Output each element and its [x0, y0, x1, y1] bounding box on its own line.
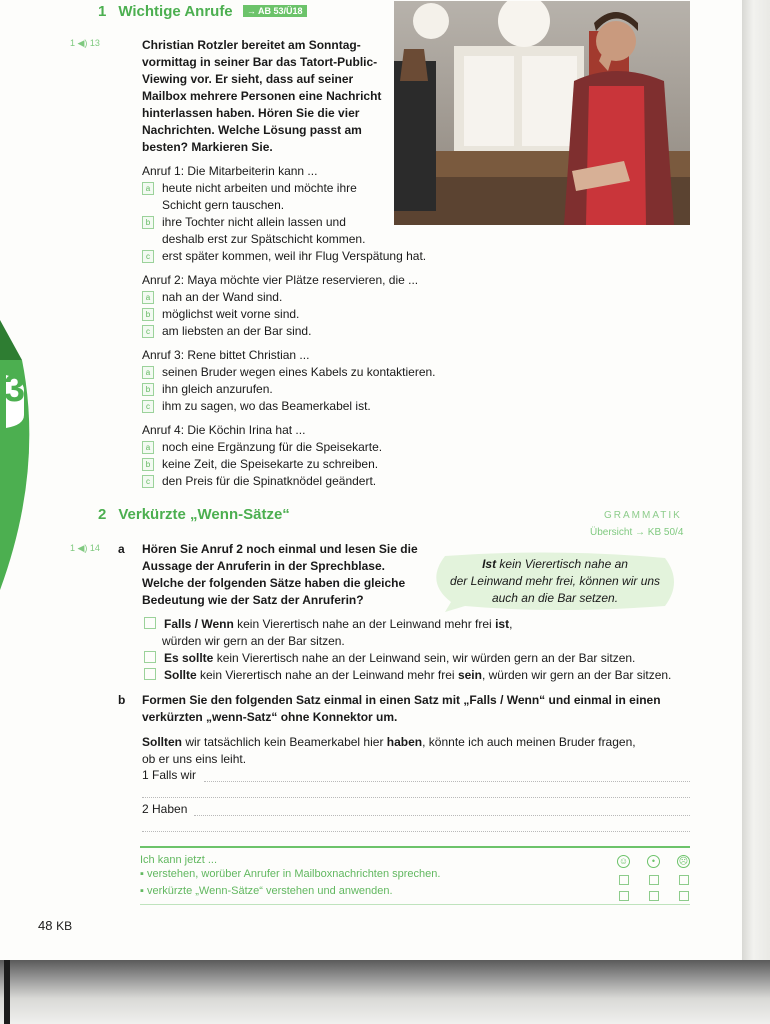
sentence-line-1 [142, 734, 702, 751]
instruction-line: hinterlassen haben. Hören Sie die vier [142, 106, 360, 120]
section-1-heading [98, 3, 307, 20]
section-1-title: Wichtige Anrufe [118, 3, 233, 20]
option-bold: sein [457, 668, 482, 682]
answer-checkbox[interactable]: b [142, 308, 154, 321]
can-do-item-2: ▪ verkürzte „Wenn-Sätze“ verstehen und anwenden. [140, 885, 393, 897]
chapter-number: 3 [4, 368, 26, 410]
section-2-number: 2 [98, 506, 107, 523]
call-text: Maya möchte vier Plätze reservieren, die ... [187, 273, 419, 287]
section-1-number: 1 [98, 3, 107, 20]
self-assess-checkbox[interactable] [619, 891, 629, 901]
part-b-letter: b [118, 693, 126, 707]
answer-checkbox[interactable] [144, 651, 156, 663]
instruction-line: verkürzten „wenn-Satz“ ohne Konnektor um. [142, 710, 398, 724]
part-a-option-2[interactable] [144, 650, 704, 667]
chapter-tab-marker [0, 320, 52, 590]
call-label: Anruf 3: [142, 348, 185, 362]
answer-checkbox[interactable]: a [142, 182, 154, 195]
answer-checkbox[interactable] [144, 617, 156, 629]
self-assess-checkbox[interactable] [649, 875, 659, 885]
option-line: deshalb erst zur Spätschicht kommen. [162, 232, 366, 246]
call-1-option-c[interactable] [142, 248, 482, 265]
instruction-line: besten? Markieren Sie. [142, 140, 273, 154]
sentence-text: , könnte ich auch meinen Bruder fragen, [422, 735, 636, 749]
self-assess-checkbox[interactable] [649, 891, 659, 901]
book-spine-shadow [742, 0, 770, 960]
self-assess-checkbox[interactable] [619, 875, 629, 885]
sentence-bold: haben [386, 735, 423, 749]
call-3-option-a[interactable] [142, 364, 462, 381]
instruction-line: vormittag in seiner Bar das Tatort-Public- [142, 55, 378, 69]
option-bold: Falls / Wenn [164, 617, 234, 631]
sentence-line-2: ob er uns eins leiht. [142, 752, 247, 766]
answer-checkbox[interactable]: a [142, 291, 154, 304]
call-4-option-b[interactable] [142, 456, 462, 473]
bubble-bold-word: Ist [482, 557, 497, 571]
option-line: möglichst weit vorne sind. [162, 307, 300, 321]
audio-track-13: 1 ◀) 13 [70, 38, 100, 48]
answer-checkbox[interactable]: a [142, 366, 154, 379]
sentence-text: wir tatsächlich kein Beamerkabel hier [182, 735, 387, 749]
neutral-face-icon: • [647, 855, 660, 868]
workbook-reference-badge: → AB 53/Ü18 [243, 5, 307, 17]
answer-checkbox[interactable]: c [142, 400, 154, 413]
answer-item-2: 2 Haben [142, 802, 188, 816]
can-do-bottom-rule [140, 904, 690, 905]
grammar-label: GRAMMATIK [604, 510, 682, 521]
call-3-option-c[interactable] [142, 398, 462, 415]
option-bold: ist [495, 617, 510, 631]
option-bold: Es sollte [164, 651, 214, 665]
instruction-line: Christian Rotzler bereitet am Sonntag- [142, 38, 361, 52]
option-line: keine Zeit, die Speisekarte zu schreiben. [162, 457, 379, 471]
part-a-letter: a [118, 542, 125, 556]
call-label: Anruf 4: [142, 423, 185, 437]
audio-track-14: 1 ◀) 14 [70, 543, 100, 553]
option-bold: Sollte [164, 668, 197, 682]
option-line: ihre Tochter nicht allein lassen und [162, 215, 346, 229]
call-text: Die Mitarbeiterin kann ... [187, 164, 318, 178]
scan-edge-mark [4, 960, 10, 1024]
instruction-line: Formen Sie den folgenden Satz einmal in einen Satz mit „Falls / Wenn“ und einmal in einen [142, 693, 661, 707]
call-2-option-b[interactable] [142, 306, 462, 323]
bubble-text-part: kein Vierertisch nahe an [496, 557, 628, 571]
bubble-line-3: auch an die Bar setzen. [491, 591, 619, 605]
happy-face-icon: ☺ [618, 856, 629, 866]
option-line: nah an der Wand sind. [162, 290, 283, 304]
call-4-question [142, 422, 462, 439]
part-a-option-3[interactable] [144, 667, 704, 684]
option-line: heute nicht arbeiten und möchte ihre [162, 181, 357, 195]
instruction-line: Viewing vor. Er sieht, dass auf seiner [142, 72, 354, 86]
option-line: ihn gleich anzurufen. [162, 382, 273, 396]
call-1-block [142, 163, 462, 265]
section-1-instruction [142, 37, 387, 156]
answer-line-1b[interactable] [142, 797, 690, 798]
answer-checkbox[interactable]: b [142, 216, 154, 229]
call-2-block [142, 272, 462, 340]
instruction-line: Welche der folgenden Sätze haben die gleiche [142, 576, 406, 590]
answer-line-1[interactable] [204, 781, 690, 782]
part-a-options [144, 616, 704, 684]
scan-bottom-edge [0, 960, 770, 1024]
option-line: den Preis für die Spinatknödel geändert. [162, 474, 377, 488]
call-2-question [142, 272, 462, 289]
option-line: ihm zu sagen, wo das Beamerkabel ist. [162, 399, 371, 413]
option-text: , würden wir gern an der Bar sitzen. [481, 668, 672, 682]
part-a-option-1[interactable] [144, 616, 704, 633]
instruction-line: Bedeutung wie der Satz der Anruferin? [142, 593, 364, 607]
self-assess-checkbox[interactable] [679, 891, 689, 901]
option-text: , [509, 617, 513, 631]
bubble-line-1 [430, 556, 680, 573]
option-line: seinen Bruder wegen eines Kabels zu kontaktieren. [162, 365, 436, 379]
answer-checkbox[interactable]: c [142, 475, 154, 488]
call-4-block [142, 422, 462, 490]
can-do-box [140, 846, 690, 900]
can-do-item-text: verkürzte „Wenn-Sätze“ verstehen und anwenden. [146, 885, 393, 897]
call-3-option-b[interactable] [142, 381, 462, 398]
page-number [38, 918, 72, 933]
call-1-option-a[interactable] [142, 180, 462, 214]
instruction-line: Aussage der Anruferin in der Sprechblase. [142, 559, 385, 573]
call-text: Die Köchin Irina hat ... [187, 423, 306, 437]
option-text: kein Vierertisch nahe an der Leinwand sein, wir würden gern an der Bar sitzen. [213, 651, 636, 665]
sentence-bold: Sollten [142, 735, 183, 749]
sad-face-icon: ☹ [678, 856, 689, 866]
speech-bubble-text [430, 556, 680, 607]
call-4-option-a[interactable] [142, 439, 462, 456]
page-number-value: 48 [38, 918, 53, 933]
call-label: Anruf 2: [142, 273, 185, 287]
page-suffix: KB [56, 919, 73, 933]
answer-checkbox[interactable] [144, 668, 156, 680]
option-line: würden wir gern an der Bar sitzen. [162, 634, 345, 648]
call-2-option-c[interactable] [142, 323, 462, 340]
option-text: kein Vierertisch nahe an der Leinwand mehr frei [196, 668, 458, 682]
part-b-sentence [142, 734, 702, 768]
grammar-reference: Übersicht → KB 50/4 [590, 527, 684, 538]
answer-checkbox[interactable]: a [142, 441, 154, 454]
section-2-title: Verkürzte „Wenn-Sätze“ [118, 506, 290, 523]
can-do-item-text: verstehen, worüber Anrufer in Mailboxnachrichten sprechen. [146, 868, 441, 880]
option-line: Schicht gern tauschen. [162, 198, 285, 212]
call-2-option-a[interactable] [142, 289, 462, 306]
answer-checkbox[interactable]: b [142, 458, 154, 471]
call-4-option-c[interactable] [142, 473, 462, 490]
answer-checkbox[interactable]: c [142, 250, 154, 263]
self-assess-checkbox[interactable] [679, 875, 689, 885]
instruction-line: Nachrichten. Welche Lösung passt am [142, 123, 362, 137]
bubble-line-2: der Leinwand mehr frei, können wir uns [449, 574, 661, 588]
call-3-question [142, 347, 462, 364]
can-do-rule [140, 846, 690, 848]
answer-checkbox[interactable]: c [142, 325, 154, 338]
call-text: Rene bittet Christian ... [187, 348, 310, 362]
option-line: erst später kommen, weil ihr Flug Verspätung hat. [162, 249, 427, 263]
answer-line-2[interactable] [194, 815, 690, 816]
option-line: noch eine Ergänzung für die Speisekarte. [162, 440, 383, 454]
option-text: kein Vierertisch nahe an der Leinwand mehr frei [233, 617, 496, 631]
can-do-item-1: ▪ verstehen, worüber Anrufer in Mailboxnachrichten sprechen. [140, 868, 441, 880]
call-3-block [142, 347, 462, 415]
section-2-heading [98, 506, 290, 523]
instruction-line: Mailbox mehrere Personen eine Nachricht [142, 89, 382, 103]
part-b-instruction [142, 692, 702, 726]
call-1-question [142, 163, 462, 180]
instruction-line: Hören Sie Anruf 2 noch einmal und lesen Sie die [142, 542, 418, 556]
answer-item-1: 1 Falls wir [142, 768, 197, 782]
call-1-option-b[interactable] [142, 214, 462, 248]
call-label: Anruf 1: [142, 164, 185, 178]
part-a-instruction [142, 541, 432, 609]
option-line: am liebsten an der Bar sind. [162, 324, 312, 338]
answer-checkbox[interactable]: b [142, 383, 154, 396]
answer-line-2b[interactable] [142, 831, 690, 832]
can-do-title: Ich kann jetzt ... [140, 854, 218, 866]
